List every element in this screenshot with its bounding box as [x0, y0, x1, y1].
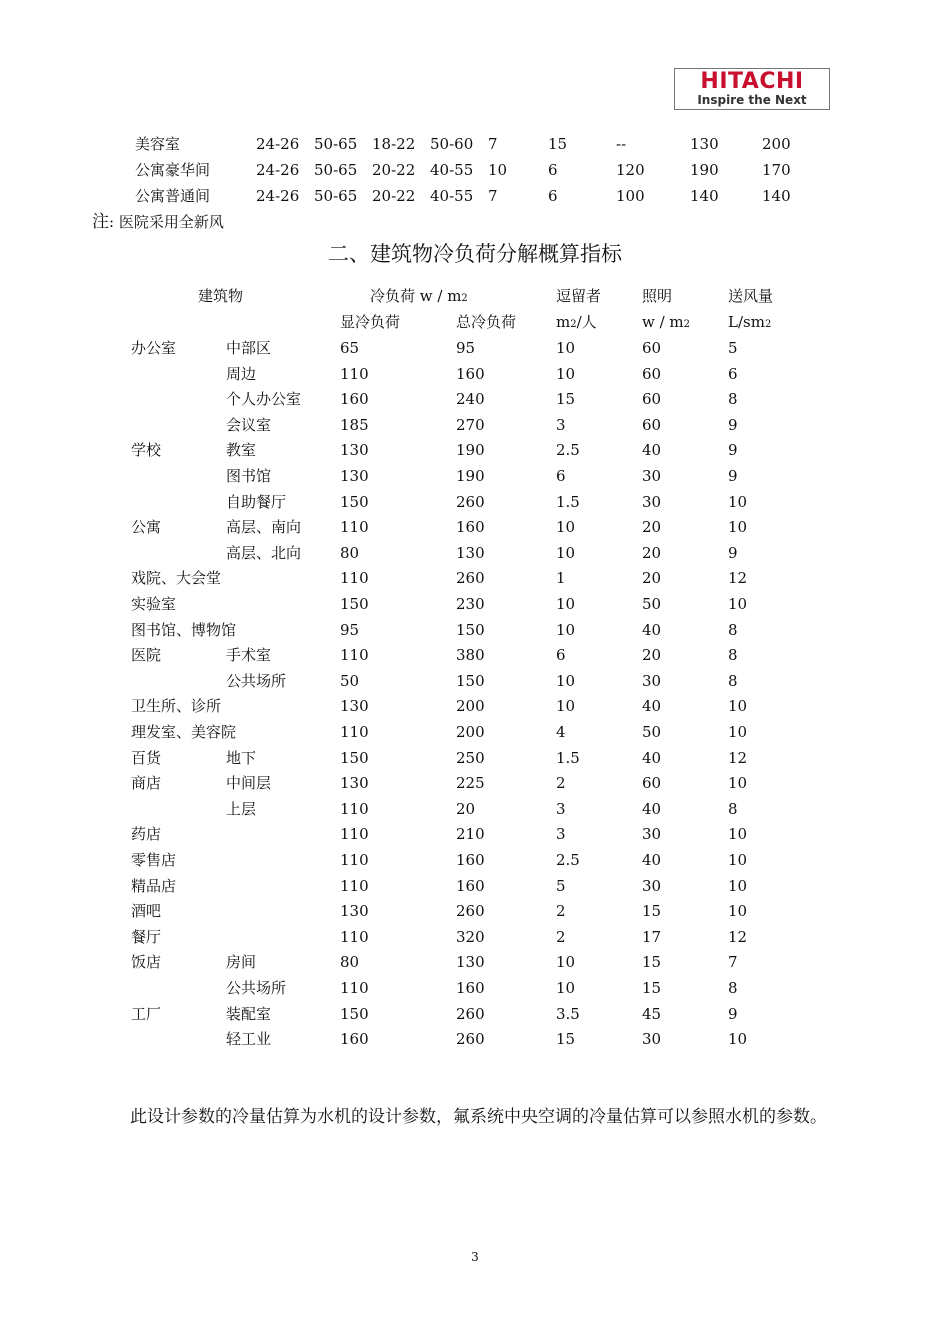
top-row-cell: 40-55: [430, 161, 474, 179]
table-cell-light: 60: [642, 339, 662, 357]
table-cell-sub: 手术室: [226, 646, 272, 664]
table-cell-sensible: 65: [340, 339, 360, 357]
table-cell-air: 10: [728, 774, 748, 792]
table-cell-air: 6: [728, 365, 738, 383]
closing-paragraph: 此设计参数的冷量估算为水机的设计参数，氟系统中央空调的冷量估算可以参照水机的参数。: [130, 1107, 827, 1127]
top-row-cell: 10: [488, 161, 508, 179]
table-cell-occ: 3: [556, 800, 566, 818]
table-cell-air: 10: [728, 851, 748, 869]
table-cell-air: 10: [728, 723, 748, 741]
air-unit-sup: 2: [764, 319, 772, 330]
table-cell-occ: 6: [556, 646, 566, 664]
table-cell-cat: 商店: [131, 774, 162, 792]
light-unit-a: w / m: [642, 313, 684, 331]
table-cell-air: 10: [728, 902, 748, 920]
table-cell-light: 20: [642, 544, 662, 562]
top-row-cell: 美容室: [135, 135, 181, 153]
table-cell-light: 40: [642, 441, 662, 459]
table-cell-total: 160: [456, 518, 485, 536]
table-cell-light: 30: [642, 493, 662, 511]
note: [92, 212, 224, 232]
table-cell-sensible: 110: [340, 979, 369, 997]
table-cell-cat: 戏院、大会堂: [131, 569, 222, 587]
table-cell-occ: 5: [556, 877, 566, 895]
table-cell-occ: 3: [556, 416, 566, 434]
table-cell-total: 380: [456, 646, 485, 664]
table-cell-total: 320: [456, 928, 485, 946]
table-cell-air: 9: [728, 467, 738, 485]
top-row-cell: 50-65: [314, 161, 358, 179]
table-cell-light: 30: [642, 672, 662, 690]
table-cell-occ: 3: [556, 825, 566, 843]
table-cell-air: 9: [728, 416, 738, 434]
top-row-cell: 190: [690, 161, 719, 179]
table-cell-total: 200: [456, 697, 485, 715]
top-row-cell: 6: [548, 161, 558, 179]
table-cell-air: 12: [728, 749, 748, 767]
table-cell-total: 150: [456, 621, 485, 639]
table-cell-total: 190: [456, 467, 485, 485]
table-cell-air: 8: [728, 800, 738, 818]
table-cell-occ: 15: [556, 1030, 576, 1048]
table-cell-total: 190: [456, 441, 485, 459]
table-cell-cat: 公寓: [131, 518, 162, 536]
top-row-cell: 公寓豪华间: [135, 161, 211, 179]
table-cell-light: 20: [642, 569, 662, 587]
table-cell-sub: 公共场所: [226, 672, 287, 690]
table-cell-air: 9: [728, 544, 738, 562]
table-cell-sub: 房间: [226, 953, 257, 971]
table-cell-air: 8: [728, 390, 738, 408]
top-row-cell: 7: [488, 187, 498, 205]
table-cell-cat: 饭店: [131, 953, 162, 971]
header-cooling-load-sup: 2: [461, 293, 468, 304]
table-cell-sub: 中间层: [226, 774, 272, 792]
table-cell-total: 160: [456, 851, 485, 869]
table-cell-total: 150: [456, 672, 485, 690]
table-cell-air: 12: [728, 569, 748, 587]
table-cell-cat: 餐厅: [131, 928, 162, 946]
table-cell-occ: 10: [556, 339, 576, 357]
table-cell-sensible: 130: [340, 467, 369, 485]
table-cell-air: 10: [728, 518, 748, 536]
table-cell-cat: 零售店: [131, 851, 177, 869]
header-occupancy: 逗留者: [556, 287, 602, 305]
table-cell-occ: 10: [556, 953, 576, 971]
table-cell-sensible: 50: [340, 672, 360, 690]
table-cell-cat: 办公室: [131, 339, 177, 357]
table-cell-cat: 实验室: [131, 595, 177, 613]
top-row-cell: 200: [762, 135, 791, 153]
table-cell-light: 40: [642, 749, 662, 767]
top-row-cell: 24-26: [256, 161, 300, 179]
table-cell-total: 260: [456, 569, 485, 587]
table-cell-cat: 理发室、美容院: [131, 723, 237, 741]
top-row-cell: 130: [690, 135, 719, 153]
table-cell-total: 200: [456, 723, 485, 741]
table-cell-light: 40: [642, 697, 662, 715]
top-row-cell: 120: [616, 161, 645, 179]
table-cell-total: 250: [456, 749, 485, 767]
table-cell-sub: 上层: [226, 800, 257, 818]
table-cell-light: 30: [642, 877, 662, 895]
table-cell-cat: 百货: [131, 749, 162, 767]
table-cell-cat: 卫生所、诊所: [131, 697, 222, 715]
table-cell-sub: 高层、南向: [226, 518, 302, 536]
table-cell-occ: 1.5: [556, 749, 580, 767]
header-cooling-load: [370, 287, 468, 308]
table-cell-light: 17: [642, 928, 662, 946]
table-cell-occ: 2.5: [556, 441, 580, 459]
table-cell-sensible: 110: [340, 518, 369, 536]
header-cooling-load-text: 冷负荷 w / m: [370, 287, 462, 305]
table-cell-sub: 公共场所: [226, 979, 287, 997]
table-cell-sensible: 150: [340, 493, 369, 511]
table-cell-cat: 酒吧: [131, 902, 162, 920]
table-cell-sensible: 110: [340, 928, 369, 946]
table-cell-light: 50: [642, 595, 662, 613]
note-lead: 注: [92, 212, 109, 232]
logo-tagline: Inspire the Next: [697, 93, 807, 107]
table-cell-occ: 10: [556, 621, 576, 639]
table-cell-total: 130: [456, 544, 485, 562]
table-cell-occ: 2.5: [556, 851, 580, 869]
table-cell-air: 7: [728, 953, 738, 971]
occ-unit-b: /人: [576, 313, 597, 331]
header-sensible: 显冷负荷: [340, 313, 401, 331]
table-cell-total: 260: [456, 493, 485, 511]
table-cell-light: 20: [642, 518, 662, 536]
top-row-cell: 50-65: [314, 187, 358, 205]
table-cell-occ: 2: [556, 928, 566, 946]
top-row-cell: 140: [690, 187, 719, 205]
table-cell-air: 5: [728, 339, 738, 357]
top-row-cell: 20-22: [372, 161, 416, 179]
table-cell-sensible: 110: [340, 877, 369, 895]
light-unit-sup: 2: [683, 319, 691, 330]
table-cell-occ: 3.5: [556, 1005, 580, 1023]
table-cell-light: 40: [642, 851, 662, 869]
table-cell-sensible: 110: [340, 825, 369, 843]
top-row-cell: 6: [548, 187, 558, 205]
top-row-cell: 100: [616, 187, 645, 205]
table-cell-sensible: 110: [340, 800, 369, 818]
table-cell-sensible: 150: [340, 749, 369, 767]
table-cell-air: 9: [728, 1005, 738, 1023]
table-cell-light: 40: [642, 621, 662, 639]
table-cell-sensible: 160: [340, 1030, 369, 1048]
header-total: 总冷负荷: [456, 313, 517, 331]
table-cell-light: 15: [642, 953, 662, 971]
table-cell-sensible: 185: [340, 416, 369, 434]
table-cell-total: 230: [456, 595, 485, 613]
header-occupancy-unit: [556, 313, 597, 334]
table-cell-sub: 高层、北向: [226, 544, 302, 562]
table-cell-air: 8: [728, 646, 738, 664]
table-cell-total: 130: [456, 953, 485, 971]
table-cell-occ: 1: [556, 569, 566, 587]
table-cell-light: 15: [642, 979, 662, 997]
table-cell-occ: 10: [556, 544, 576, 562]
table-cell-occ: 2: [556, 902, 566, 920]
top-row-cell: 170: [762, 161, 791, 179]
logo-brand: HITACHI: [700, 69, 804, 94]
top-row-cell: 50-60: [430, 135, 474, 153]
table-cell-cat: 工厂: [131, 1005, 162, 1023]
table-cell-air: 9: [728, 441, 738, 459]
table-cell-sensible: 130: [340, 902, 369, 920]
table-cell-sub: 中部区: [226, 339, 272, 357]
table-cell-light: 15: [642, 902, 662, 920]
table-cell-cat: 药店: [131, 825, 162, 843]
table-cell-cat: 图书馆、博物馆: [131, 621, 237, 639]
table-cell-occ: 1.5: [556, 493, 580, 511]
table-cell-sub: 会议室: [226, 416, 272, 434]
top-row-cell: 20-22: [372, 187, 416, 205]
top-row-cell: 24-26: [256, 135, 300, 153]
table-cell-light: 60: [642, 365, 662, 383]
table-cell-occ: 10: [556, 672, 576, 690]
table-cell-cat: 精品店: [131, 877, 177, 895]
table-cell-sensible: 95: [340, 621, 360, 639]
table-cell-occ: 10: [556, 979, 576, 997]
table-cell-total: 260: [456, 1005, 485, 1023]
table-cell-light: 30: [642, 1030, 662, 1048]
table-cell-total: 260: [456, 1030, 485, 1048]
table-cell-cat: 学校: [131, 441, 162, 459]
section-title: 二、建筑物冷负荷分解概算指标: [328, 242, 622, 266]
table-cell-air: 12: [728, 928, 748, 946]
table-cell-occ: 10: [556, 595, 576, 613]
table-cell-occ: 2: [556, 774, 566, 792]
table-cell-sub: 自助餐厅: [226, 493, 287, 511]
table-cell-light: 45: [642, 1005, 662, 1023]
table-cell-total: 225: [456, 774, 485, 792]
table-cell-sub: 教室: [226, 441, 257, 459]
top-row-cell: 公寓普通间: [135, 187, 211, 205]
table-cell-occ: 10: [556, 365, 576, 383]
table-cell-sensible: 150: [340, 595, 369, 613]
table-cell-total: 260: [456, 902, 485, 920]
table-cell-sensible: 80: [340, 544, 360, 562]
top-row-cell: 50-65: [314, 135, 358, 153]
table-cell-light: 40: [642, 800, 662, 818]
table-cell-total: 160: [456, 365, 485, 383]
table-cell-sub: 地下: [226, 749, 257, 767]
table-cell-sensible: 130: [340, 441, 369, 459]
header-supply-air: 送风量: [728, 287, 774, 305]
top-row-cell: 7: [488, 135, 498, 153]
header-lighting-unit: [642, 313, 690, 334]
top-row-cell: 18-22: [372, 135, 416, 153]
table-cell-total: 160: [456, 979, 485, 997]
table-cell-light: 30: [642, 825, 662, 843]
table-cell-air: 8: [728, 621, 738, 639]
table-cell-sub: 个人办公室: [226, 390, 302, 408]
table-cell-light: 20: [642, 646, 662, 664]
table-cell-air: 10: [728, 825, 748, 843]
table-cell-light: 60: [642, 390, 662, 408]
table-cell-sensible: 80: [340, 953, 360, 971]
table-cell-air: 10: [728, 595, 748, 613]
table-cell-occ: 6: [556, 467, 566, 485]
header-supply-air-unit: [728, 313, 771, 334]
occ-unit-sup: 2: [570, 319, 577, 330]
occ-unit-a: m: [556, 313, 571, 331]
table-cell-total: 95: [456, 339, 476, 357]
table-cell-sensible: 130: [340, 774, 369, 792]
top-row-cell: 40-55: [430, 187, 474, 205]
table-cell-sub: 周边: [226, 365, 257, 383]
table-cell-air: 10: [728, 1030, 748, 1048]
table-cell-sub: 图书馆: [226, 467, 272, 485]
table-cell-occ: 10: [556, 518, 576, 536]
table-cell-sensible: 160: [340, 390, 369, 408]
top-row-cell: --: [616, 135, 627, 153]
table-cell-occ: 4: [556, 723, 566, 741]
table-cell-light: 60: [642, 774, 662, 792]
table-cell-total: 270: [456, 416, 485, 434]
table-cell-sensible: 110: [340, 569, 369, 587]
table-cell-occ: 15: [556, 390, 576, 408]
table-cell-sensible: 110: [340, 723, 369, 741]
table-cell-total: 20: [456, 800, 476, 818]
table-cell-total: 210: [456, 825, 485, 843]
table-cell-sensible: 130: [340, 697, 369, 715]
table-cell-light: 30: [642, 467, 662, 485]
table-cell-sub: 轻工业: [226, 1030, 272, 1048]
header-lighting: 照明: [642, 287, 673, 305]
table-cell-total: 240: [456, 390, 485, 408]
table-cell-air: 10: [728, 697, 748, 715]
top-row-cell: 15: [548, 135, 568, 153]
table-cell-sub: 装配室: [226, 1005, 272, 1023]
header-building: 建筑物: [198, 287, 244, 305]
table-cell-sensible: 110: [340, 646, 369, 664]
table-cell-air: 8: [728, 672, 738, 690]
table-cell-light: 60: [642, 416, 662, 434]
table-cell-cat: 医院: [131, 646, 162, 664]
top-row-cell: 24-26: [256, 187, 300, 205]
air-unit-a: L/sm: [728, 313, 765, 331]
table-cell-light: 50: [642, 723, 662, 741]
table-cell-sensible: 150: [340, 1005, 369, 1023]
table-cell-sensible: 110: [340, 851, 369, 869]
top-row-cell: 140: [762, 187, 791, 205]
table-cell-air: 10: [728, 877, 748, 895]
table-cell-air: 8: [728, 979, 738, 997]
hitachi-logo: [674, 68, 830, 110]
note-sep: :: [109, 213, 115, 231]
page-number: 3: [471, 1250, 479, 1264]
table-cell-occ: 10: [556, 697, 576, 715]
note-text: 医院采用全新风: [114, 213, 224, 231]
table-cell-total: 160: [456, 877, 485, 895]
table-cell-sensible: 110: [340, 365, 369, 383]
table-cell-air: 10: [728, 493, 748, 511]
